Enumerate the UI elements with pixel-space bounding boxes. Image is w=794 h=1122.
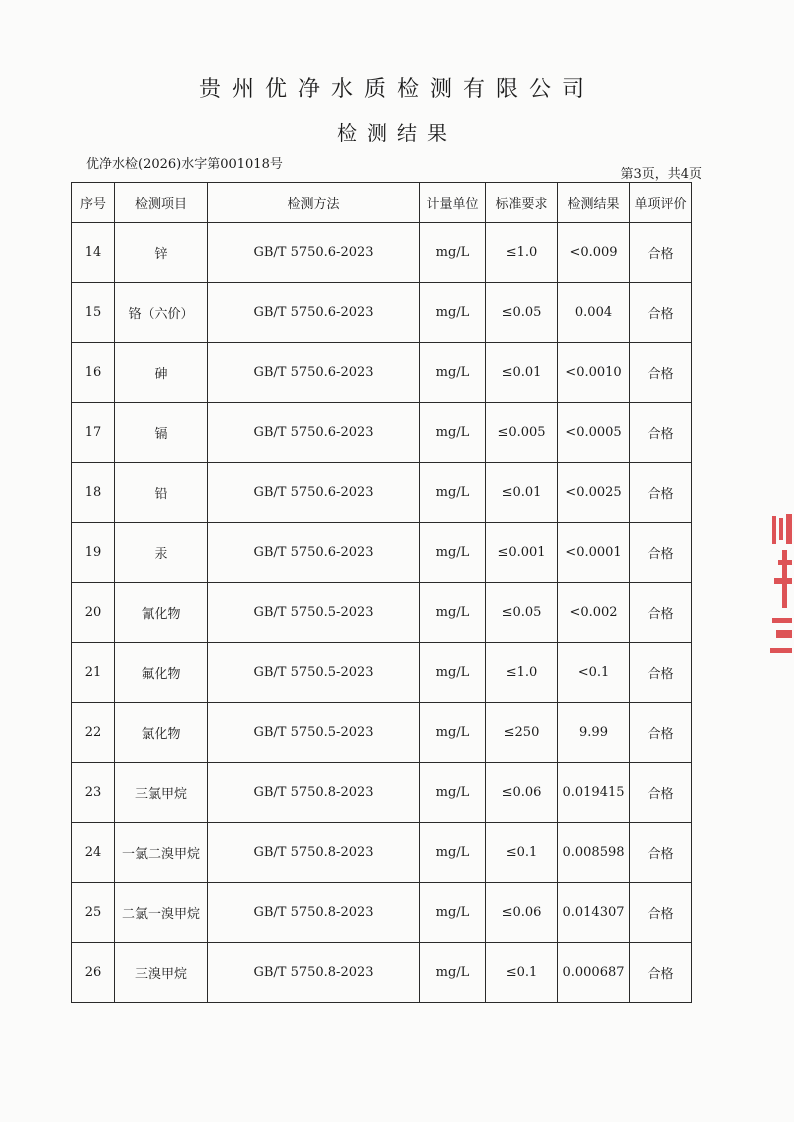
- row-no: 26: [72, 943, 115, 1003]
- table-row: [72, 643, 692, 703]
- row-method: GB/T 5750.5-2023: [208, 703, 420, 763]
- row-unit: mg/L: [420, 703, 486, 763]
- row-item: 三氯甲烷: [115, 763, 208, 823]
- col-header-item: 检测项目: [115, 183, 208, 223]
- table-row: [72, 403, 692, 463]
- row-standard: ≤0.005: [486, 403, 558, 463]
- row-evaluation: 合格: [630, 763, 692, 823]
- row-standard: ≤0.01: [486, 343, 558, 403]
- row-unit: mg/L: [420, 823, 486, 883]
- row-method: GB/T 5750.6-2023: [208, 523, 420, 583]
- table-body: [72, 223, 692, 1003]
- row-unit: mg/L: [420, 283, 486, 343]
- row-result: <0.0010: [558, 343, 630, 403]
- row-method: GB/T 5750.8-2023: [208, 763, 420, 823]
- row-item: 镉: [115, 403, 208, 463]
- table-row: [72, 223, 692, 283]
- row-no: 23: [72, 763, 115, 823]
- row-result: 9.99: [558, 703, 630, 763]
- company-name: 贵州优净水质检测有限公司: [198, 77, 595, 102]
- table-header-row: [72, 183, 692, 223]
- row-item: 锌: [115, 223, 208, 283]
- row-standard: ≤0.1: [486, 823, 558, 883]
- row-method: GB/T 5750.6-2023: [208, 283, 420, 343]
- row-unit: mg/L: [420, 403, 486, 463]
- table-row: [72, 343, 692, 403]
- row-standard: ≤250: [486, 703, 558, 763]
- row-result: <0.0025: [558, 463, 630, 523]
- row-unit: mg/L: [420, 583, 486, 643]
- row-no: 16: [72, 343, 115, 403]
- row-result: <0.009: [558, 223, 630, 283]
- table-row: [72, 703, 692, 763]
- table-row: [72, 883, 692, 943]
- table-row: [72, 583, 692, 643]
- row-unit: mg/L: [420, 883, 486, 943]
- row-item: 砷: [115, 343, 208, 403]
- row-standard: ≤0.001: [486, 523, 558, 583]
- row-result: 0.004: [558, 283, 630, 343]
- col-header-result: 检测结果: [558, 183, 630, 223]
- document-number: 优净水检(2026)水字第001018号: [86, 157, 283, 172]
- seal-stamp-icon: [766, 508, 794, 668]
- col-header-unit: 计量单位: [420, 183, 486, 223]
- col-header-method: 检测方法: [208, 183, 420, 223]
- report-title: 检测结果: [337, 121, 457, 145]
- row-item: 铅: [115, 463, 208, 523]
- table-row: [72, 283, 692, 343]
- row-no: 25: [72, 883, 115, 943]
- row-standard: ≤0.05: [486, 583, 558, 643]
- row-result: 0.014307: [558, 883, 630, 943]
- row-item: 汞: [115, 523, 208, 583]
- row-result: <0.0001: [558, 523, 630, 583]
- row-standard: ≤0.05: [486, 283, 558, 343]
- row-unit: mg/L: [420, 463, 486, 523]
- row-result: <0.1: [558, 643, 630, 703]
- row-item: 一氯二溴甲烷: [115, 823, 208, 883]
- row-standard: ≤1.0: [486, 223, 558, 283]
- row-unit: mg/L: [420, 343, 486, 403]
- row-method: GB/T 5750.5-2023: [208, 583, 420, 643]
- row-method: GB/T 5750.6-2023: [208, 403, 420, 463]
- page-indicator: 第3页，共4页: [620, 167, 702, 182]
- row-result: 0.008598: [558, 823, 630, 883]
- row-evaluation: 合格: [630, 283, 692, 343]
- row-standard: ≤1.0: [486, 643, 558, 703]
- row-no: 21: [72, 643, 115, 703]
- row-method: GB/T 5750.6-2023: [208, 223, 420, 283]
- row-no: 19: [72, 523, 115, 583]
- row-standard: ≤0.01: [486, 463, 558, 523]
- row-evaluation: 合格: [630, 403, 692, 463]
- col-header-no: 序号: [72, 183, 115, 223]
- row-result: <0.002: [558, 583, 630, 643]
- row-result: <0.0005: [558, 403, 630, 463]
- row-standard: ≤0.1: [486, 943, 558, 1003]
- row-evaluation: 合格: [630, 943, 692, 1003]
- row-item: 二氯一溴甲烷: [115, 883, 208, 943]
- row-method: GB/T 5750.8-2023: [208, 823, 420, 883]
- row-item: 三溴甲烷: [115, 943, 208, 1003]
- row-no: 15: [72, 283, 115, 343]
- row-item: 氰化物: [115, 583, 208, 643]
- table-row: [72, 763, 692, 823]
- row-method: GB/T 5750.6-2023: [208, 463, 420, 523]
- results-table: [71, 182, 692, 1003]
- row-unit: mg/L: [420, 763, 486, 823]
- row-no: 22: [72, 703, 115, 763]
- row-method: GB/T 5750.8-2023: [208, 883, 420, 943]
- row-standard: ≤0.06: [486, 883, 558, 943]
- row-evaluation: 合格: [630, 643, 692, 703]
- row-no: 14: [72, 223, 115, 283]
- row-evaluation: 合格: [630, 823, 692, 883]
- row-item: 氟化物: [115, 643, 208, 703]
- row-result: 0.019415: [558, 763, 630, 823]
- row-unit: mg/L: [420, 523, 486, 583]
- table-row: [72, 463, 692, 523]
- row-no: 20: [72, 583, 115, 643]
- row-item: 铬（六价）: [115, 283, 208, 343]
- row-evaluation: 合格: [630, 343, 692, 403]
- row-evaluation: 合格: [630, 583, 692, 643]
- table-row: [72, 523, 692, 583]
- row-result: 0.000687: [558, 943, 630, 1003]
- table-row: [72, 823, 692, 883]
- row-method: GB/T 5750.6-2023: [208, 343, 420, 403]
- row-evaluation: 合格: [630, 883, 692, 943]
- row-method: GB/T 5750.8-2023: [208, 943, 420, 1003]
- row-standard: ≤0.06: [486, 763, 558, 823]
- col-header-standard: 标准要求: [486, 183, 558, 223]
- row-method: GB/T 5750.5-2023: [208, 643, 420, 703]
- row-evaluation: 合格: [630, 463, 692, 523]
- col-header-evaluation: 单项评价: [630, 183, 692, 223]
- row-item: 氯化物: [115, 703, 208, 763]
- row-evaluation: 合格: [630, 523, 692, 583]
- row-no: 17: [72, 403, 115, 463]
- row-evaluation: 合格: [630, 703, 692, 763]
- row-evaluation: 合格: [630, 223, 692, 283]
- table-row: [72, 943, 692, 1003]
- row-unit: mg/L: [420, 223, 486, 283]
- row-unit: mg/L: [420, 943, 486, 1003]
- row-no: 24: [72, 823, 115, 883]
- row-unit: mg/L: [420, 643, 486, 703]
- row-no: 18: [72, 463, 115, 523]
